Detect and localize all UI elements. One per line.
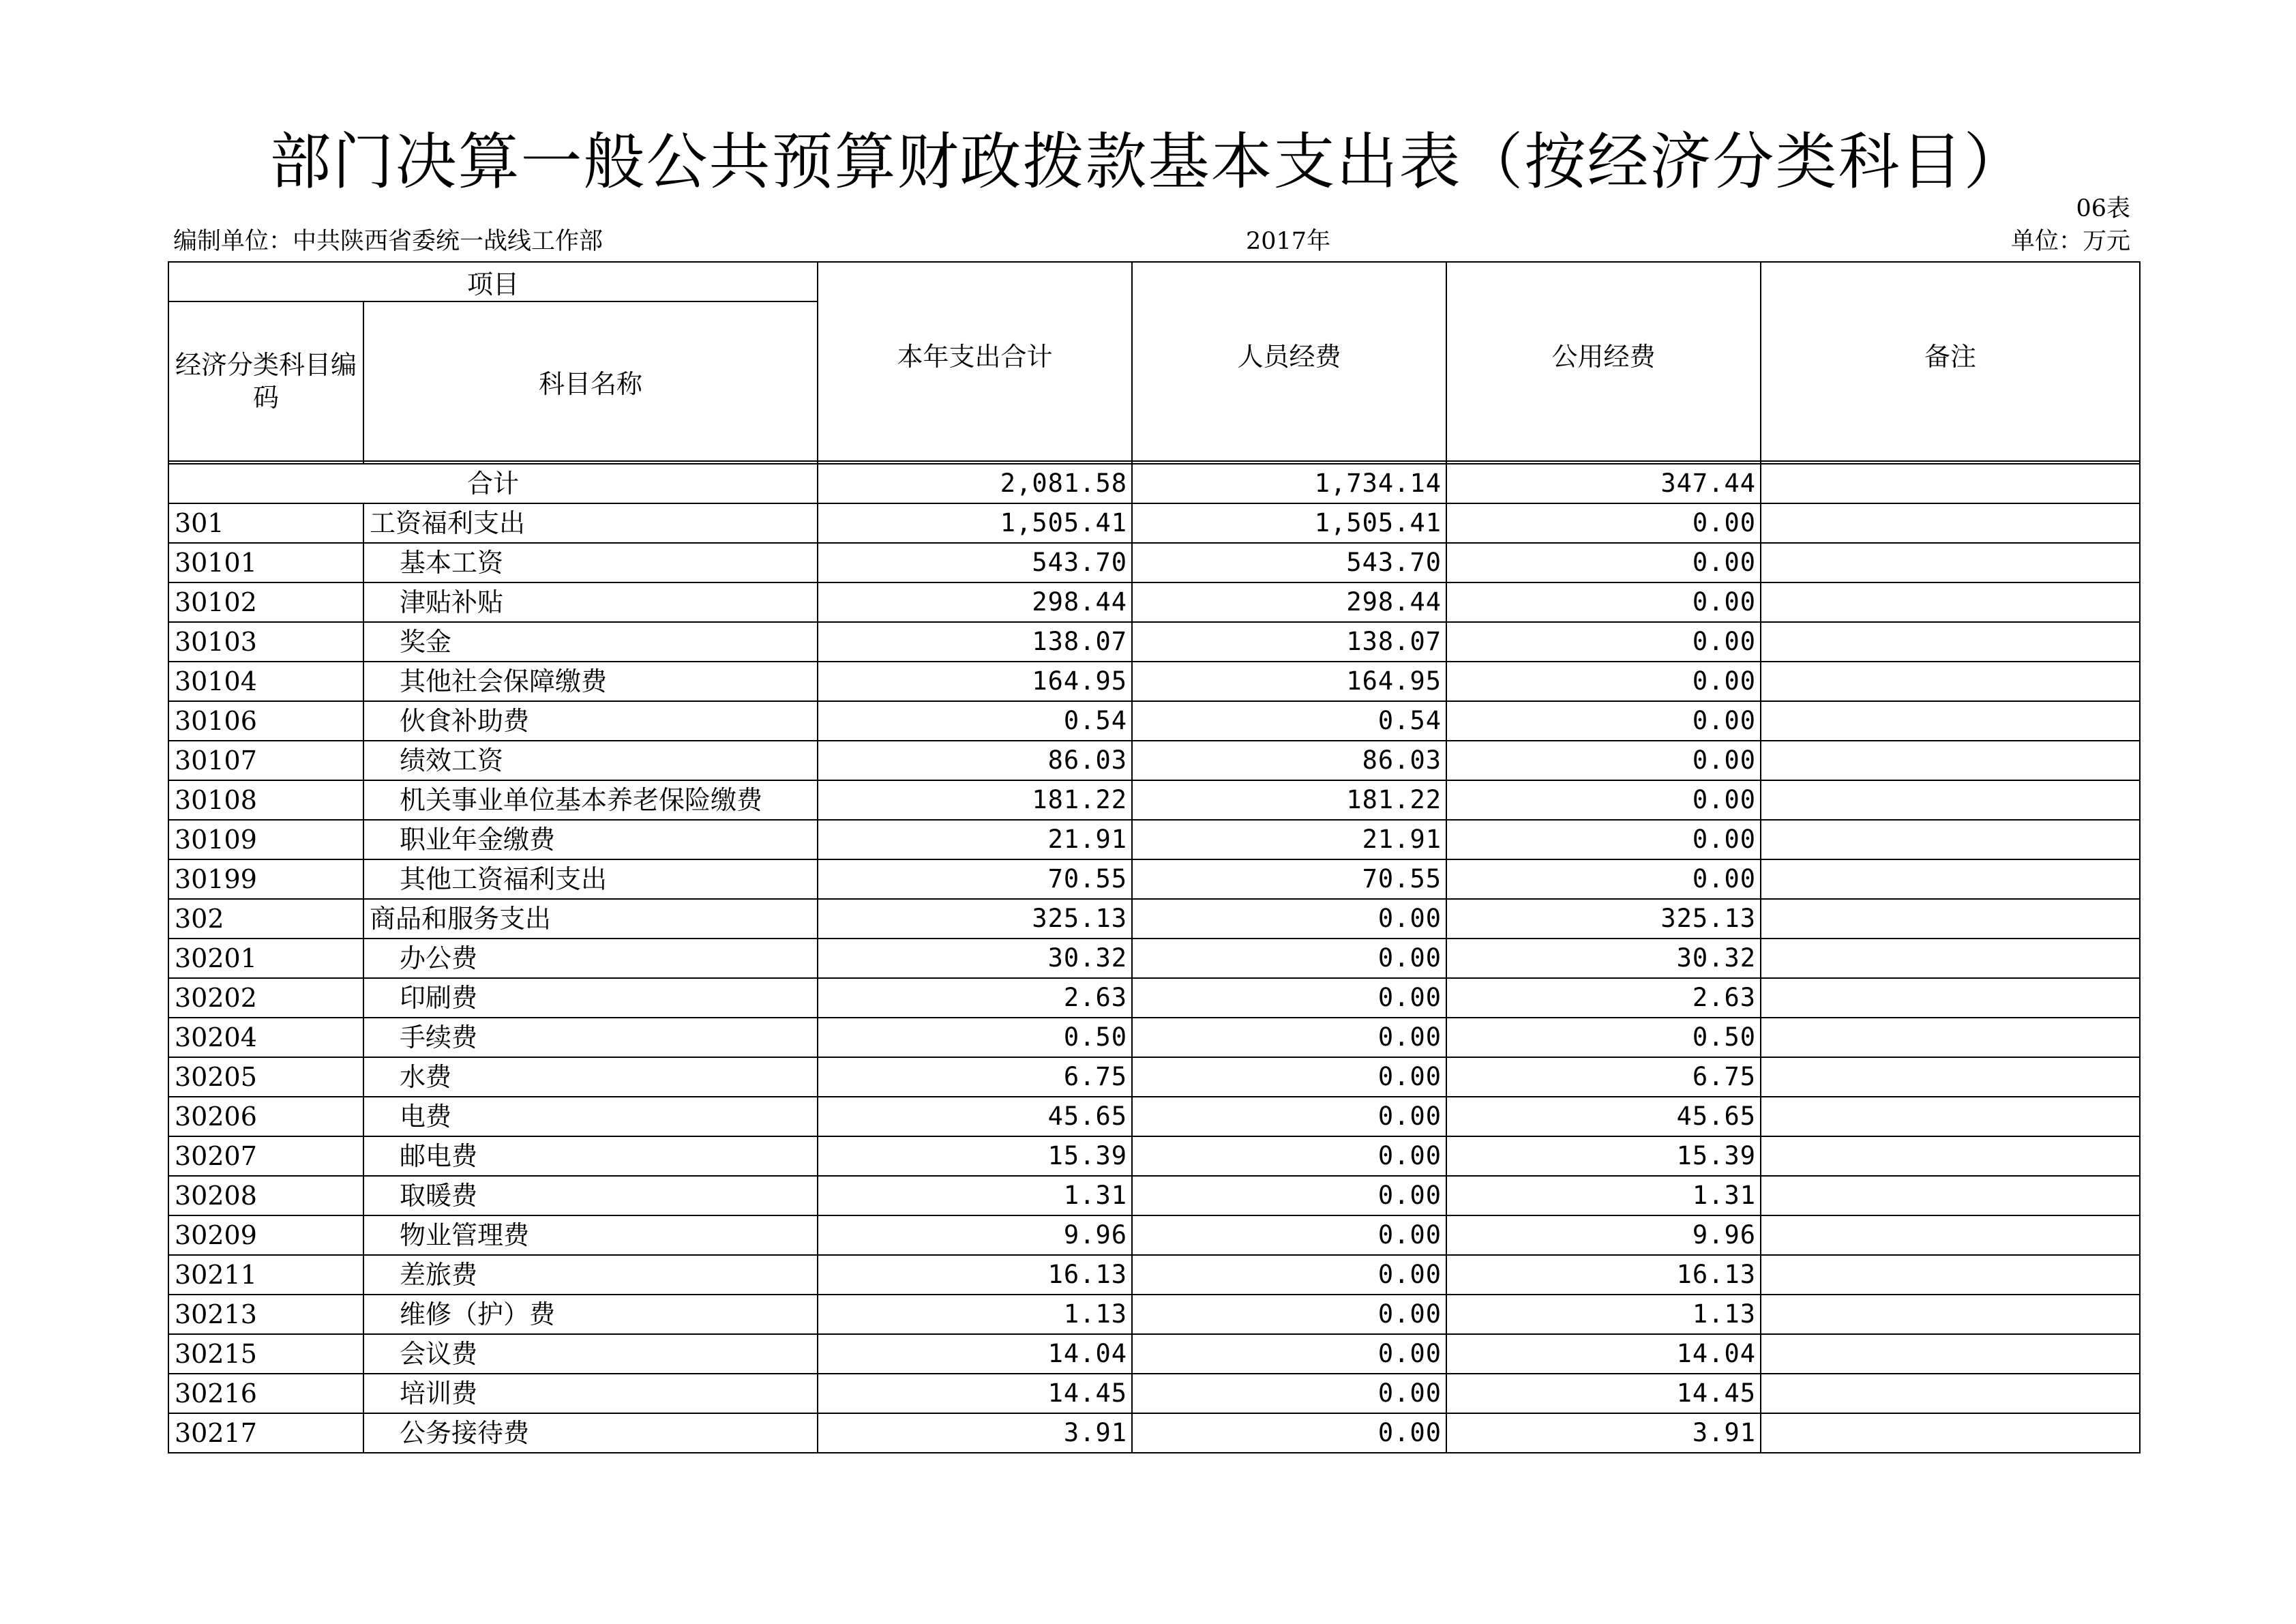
report-year: 2017年: [1246, 228, 1331, 255]
row-name: 职业年金缴费: [363, 820, 818, 859]
row-personnel: 86.03: [1132, 741, 1446, 780]
row-public: 0.50: [1446, 1018, 1761, 1057]
row-name: 津贴补贴: [363, 582, 818, 622]
row-remark: [1761, 780, 2140, 820]
row-personnel: 0.00: [1132, 899, 1446, 939]
row-public: 0.00: [1446, 741, 1761, 780]
row-name: 手续费: [363, 1018, 818, 1057]
row-remark: [1761, 859, 2140, 899]
row-personnel: 0.00: [1132, 1215, 1446, 1255]
header-total: [818, 262, 1132, 461]
row-public: 16.13: [1446, 1255, 1761, 1295]
row-remark: [1761, 741, 2140, 780]
row-personnel: 298.44: [1132, 582, 1446, 622]
row-public: 30.32: [1446, 939, 1761, 978]
table-row: [168, 503, 2140, 543]
table-body: [168, 461, 2140, 1453]
row-total: 1.13: [818, 1295, 1132, 1334]
row-total: 0.50: [818, 1018, 1132, 1057]
row-personnel: 21.91: [1132, 820, 1446, 859]
table-row: [168, 978, 2140, 1018]
row-total: 138.07: [818, 622, 1132, 662]
row-name: 会议费: [363, 1334, 818, 1374]
table-row: [168, 1097, 2140, 1136]
row-total: 1.31: [818, 1176, 1132, 1215]
table-row: [168, 1136, 2140, 1176]
row-code: 30206: [168, 1097, 363, 1136]
row-personnel: 0.54: [1132, 701, 1446, 741]
row-remark: [1761, 701, 2140, 741]
row-total: 543.70: [818, 543, 1132, 582]
row-remark: [1761, 543, 2140, 582]
table-row: [168, 899, 2140, 939]
row-personnel: 0.00: [1132, 1295, 1446, 1334]
row-personnel: 138.07: [1132, 622, 1446, 662]
row-total: 164.95: [818, 662, 1132, 701]
row-code: 30104: [168, 662, 363, 701]
row-personnel: 0.00: [1132, 1255, 1446, 1295]
table-row: [168, 859, 2140, 899]
row-name: 培训费: [363, 1374, 818, 1413]
row-total: 181.22: [818, 780, 1132, 820]
row-total: 298.44: [818, 582, 1132, 622]
row-remark: [1761, 978, 2140, 1018]
row-public: 0.00: [1446, 543, 1761, 582]
row-public: 2.63: [1446, 978, 1761, 1018]
table-row: [168, 1413, 2140, 1453]
row-personnel: 0.00: [1132, 939, 1446, 978]
row-public: 0.00: [1446, 503, 1761, 543]
row-public: 0.00: [1446, 701, 1761, 741]
row-code: 30202: [168, 978, 363, 1018]
row-remark: [1761, 503, 2140, 543]
table-number: 06表: [2076, 195, 2130, 222]
row-personnel: 0.00: [1132, 1334, 1446, 1374]
table-row: [168, 780, 2140, 820]
header-total-label: 本年支出合计: [897, 341, 1053, 372]
row-public: 1.13: [1446, 1295, 1761, 1334]
row-total: 30.32: [818, 939, 1132, 978]
row-total: 9.96: [818, 1215, 1132, 1255]
row-remark: [1761, 1255, 2140, 1295]
row-name: 维修（护）费: [363, 1295, 818, 1334]
row-remark: [1761, 939, 2140, 978]
row-remark: [1761, 1334, 2140, 1374]
table-header: [168, 262, 2140, 461]
row-total: 21.91: [818, 820, 1132, 859]
row-personnel: 0.00: [1132, 1057, 1446, 1097]
row-total: 70.55: [818, 859, 1132, 899]
table-row: [168, 1295, 2140, 1334]
row-personnel: 0.00: [1132, 1413, 1446, 1453]
row-remark: [1761, 1215, 2140, 1255]
compiling-unit: 编制单位：中共陕西省委统一战线工作部: [173, 228, 603, 255]
row-remark: [1761, 1413, 2140, 1453]
table-row: [168, 543, 2140, 582]
row-name: 其他工资福利支出: [363, 859, 818, 899]
table-row: [168, 1374, 2140, 1413]
row-code: 30217: [168, 1413, 363, 1453]
table-row: [168, 1057, 2140, 1097]
row-code: 30207: [168, 1136, 363, 1176]
row-public: 0.00: [1446, 622, 1761, 662]
row-code: 30215: [168, 1334, 363, 1374]
row-remark: [1761, 582, 2140, 622]
row-code: 30208: [168, 1176, 363, 1215]
table-row: [168, 939, 2140, 978]
row-personnel: 0.00: [1132, 1097, 1446, 1136]
row-name: 其他社会保障缴费: [363, 662, 818, 701]
row-code: 30211: [168, 1255, 363, 1295]
row-public: 14.45: [1446, 1374, 1761, 1413]
row-personnel: 0.00: [1132, 1176, 1446, 1215]
expenditure-table: [168, 261, 2141, 1453]
row-name: 奖金: [363, 622, 818, 662]
row-code: 30109: [168, 820, 363, 859]
row-personnel: 181.22: [1132, 780, 1446, 820]
row-name: 水费: [363, 1057, 818, 1097]
table-row: [168, 741, 2140, 780]
total-public: 347.44: [1446, 464, 1761, 503]
row-code: 30213: [168, 1295, 363, 1334]
total-row: [168, 464, 2140, 503]
row-name: 工资福利支出: [363, 503, 818, 543]
row-total: 14.45: [818, 1374, 1132, 1413]
row-personnel: 0.00: [1132, 1136, 1446, 1176]
row-code: 30103: [168, 622, 363, 662]
header-remark-label: 备注: [1924, 341, 1977, 372]
row-name: 电费: [363, 1097, 818, 1136]
row-remark: [1761, 662, 2140, 701]
row-code: 30216: [168, 1374, 363, 1413]
row-name: 商品和服务支出: [363, 899, 818, 939]
row-name: 绩效工资: [363, 741, 818, 780]
row-total: 16.13: [818, 1255, 1132, 1295]
table-row: [168, 1334, 2140, 1374]
header-remark: [1761, 262, 2140, 461]
row-public: 6.75: [1446, 1057, 1761, 1097]
row-personnel: 0.00: [1132, 1374, 1446, 1413]
row-remark: [1761, 899, 2140, 939]
table-row: [168, 582, 2140, 622]
row-total: 86.03: [818, 741, 1132, 780]
row-public: 14.04: [1446, 1334, 1761, 1374]
row-name: 办公费: [363, 939, 818, 978]
row-public: 3.91: [1446, 1413, 1761, 1453]
header-public: [1446, 262, 1761, 461]
currency-unit: 单位：万元: [2010, 228, 2130, 255]
row-total: 14.04: [818, 1334, 1132, 1374]
row-total: 325.13: [818, 899, 1132, 939]
row-personnel: 0.00: [1132, 1018, 1446, 1057]
table-row: [168, 1215, 2140, 1255]
total-remark: [1761, 464, 2140, 503]
row-public: 0.00: [1446, 820, 1761, 859]
row-public: 15.39: [1446, 1136, 1761, 1176]
row-code: 30209: [168, 1215, 363, 1255]
row-public: 0.00: [1446, 582, 1761, 622]
row-code: 30107: [168, 741, 363, 780]
row-name: 差旅费: [363, 1255, 818, 1295]
table-row: [168, 1255, 2140, 1295]
row-code: 30102: [168, 582, 363, 622]
table-row: [168, 820, 2140, 859]
row-code: 30108: [168, 780, 363, 820]
row-remark: [1761, 1295, 2140, 1334]
row-remark: [1761, 820, 2140, 859]
row-remark: [1761, 1057, 2140, 1097]
row-personnel: 0.00: [1132, 978, 1446, 1018]
row-code: 301: [168, 503, 363, 543]
row-public: 0.00: [1446, 780, 1761, 820]
row-code: 30205: [168, 1057, 363, 1097]
total-amount: 2,081.58: [818, 464, 1132, 503]
row-total: 15.39: [818, 1136, 1132, 1176]
row-total: 45.65: [818, 1097, 1132, 1136]
total-label: 合计: [168, 464, 818, 503]
row-personnel: 70.55: [1132, 859, 1446, 899]
row-remark: [1761, 622, 2140, 662]
header-name: 科目名称: [363, 301, 818, 461]
row-remark: [1761, 1176, 2140, 1215]
row-personnel: 543.70: [1132, 543, 1446, 582]
row-remark: [1761, 1018, 2140, 1057]
header-code: 经济分类科目编码: [168, 301, 363, 461]
row-total: 0.54: [818, 701, 1132, 741]
row-public: 0.00: [1446, 662, 1761, 701]
row-total: 3.91: [818, 1413, 1132, 1453]
row-total: 6.75: [818, 1057, 1132, 1097]
row-code: 30101: [168, 543, 363, 582]
row-name: 伙食补助费: [363, 701, 818, 741]
row-name: 基本工资: [363, 543, 818, 582]
row-remark: [1761, 1136, 2140, 1176]
row-public: 0.00: [1446, 859, 1761, 899]
header-personnel: [1132, 262, 1446, 461]
header-personnel-label: 人员经费: [1237, 341, 1341, 372]
table-row: [168, 662, 2140, 701]
row-name: 取暖费: [363, 1176, 818, 1215]
header-xiangmu: 项目: [168, 262, 818, 301]
row-total: 1,505.41: [818, 503, 1132, 543]
table-row: [168, 701, 2140, 741]
row-personnel: 164.95: [1132, 662, 1446, 701]
row-public: 1.31: [1446, 1176, 1761, 1215]
row-code: 30106: [168, 701, 363, 741]
row-name: 机关事业单位基本养老保险缴费: [363, 780, 818, 820]
row-remark: [1761, 1097, 2140, 1136]
row-code: 30199: [168, 859, 363, 899]
table-row: [168, 622, 2140, 662]
table-row: [168, 1176, 2140, 1215]
row-code: 302: [168, 899, 363, 939]
row-public: 9.96: [1446, 1215, 1761, 1255]
row-code: 30201: [168, 939, 363, 978]
row-total: 2.63: [818, 978, 1132, 1018]
row-public: 325.13: [1446, 899, 1761, 939]
row-public: 45.65: [1446, 1097, 1761, 1136]
row-name: 公务接待费: [363, 1413, 818, 1453]
row-name: 物业管理费: [363, 1215, 818, 1255]
row-remark: [1761, 1374, 2140, 1413]
row-name: 印刷费: [363, 978, 818, 1018]
total-personnel: 1,734.14: [1132, 464, 1446, 503]
row-code: 30204: [168, 1018, 363, 1057]
row-personnel: 1,505.41: [1132, 503, 1446, 543]
table-row: [168, 1018, 2140, 1057]
header-public-label: 公用经费: [1551, 341, 1656, 372]
page-title: 部门决算一般公共预算财政拨款基本支出表（按经济分类科目）: [269, 126, 2027, 198]
row-name: 邮电费: [363, 1136, 818, 1176]
